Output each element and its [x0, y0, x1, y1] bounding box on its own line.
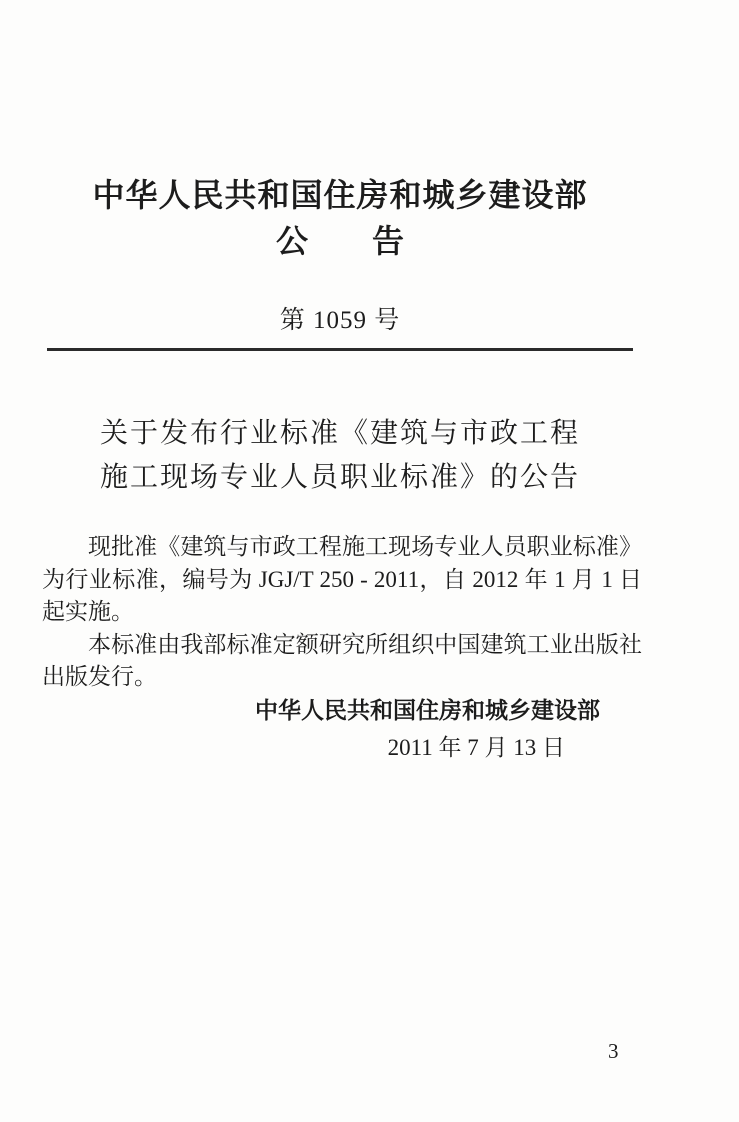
notice-title-line2: 施工现场专业人员职业标准》的公告	[99, 462, 580, 493]
divider-rule	[47, 348, 633, 351]
signature-date: 2011 年 7 月 13 日	[387, 735, 565, 760]
body-paragraph-2: 本标准由我部标准定额研究所组织中国建筑工业出版社出版发行。	[42, 631, 642, 689]
signature-ministry-name: 中华人民共和国住房和城乡建设部	[255, 697, 600, 723]
header-ministry-name: 中华人民共和国住房和城乡建设部	[92, 177, 588, 213]
notice-body	[42, 531, 642, 694]
header-announcement-word: 公 告	[275, 223, 404, 259]
notice-title-line1: 关于发布行业标准《建筑与市政工程	[99, 418, 580, 449]
document-number: 第 1059 号	[279, 307, 401, 334]
notice-title	[42, 412, 638, 500]
page-number: 3	[608, 1039, 619, 1063]
body-paragraph-1: 现批准《建筑与市政工程施工现场专业人员职业标准》为行业标准，编号为 JGJ/T 250 - 2011，自 2012 年 1 月 1 日起实施。	[42, 534, 642, 624]
